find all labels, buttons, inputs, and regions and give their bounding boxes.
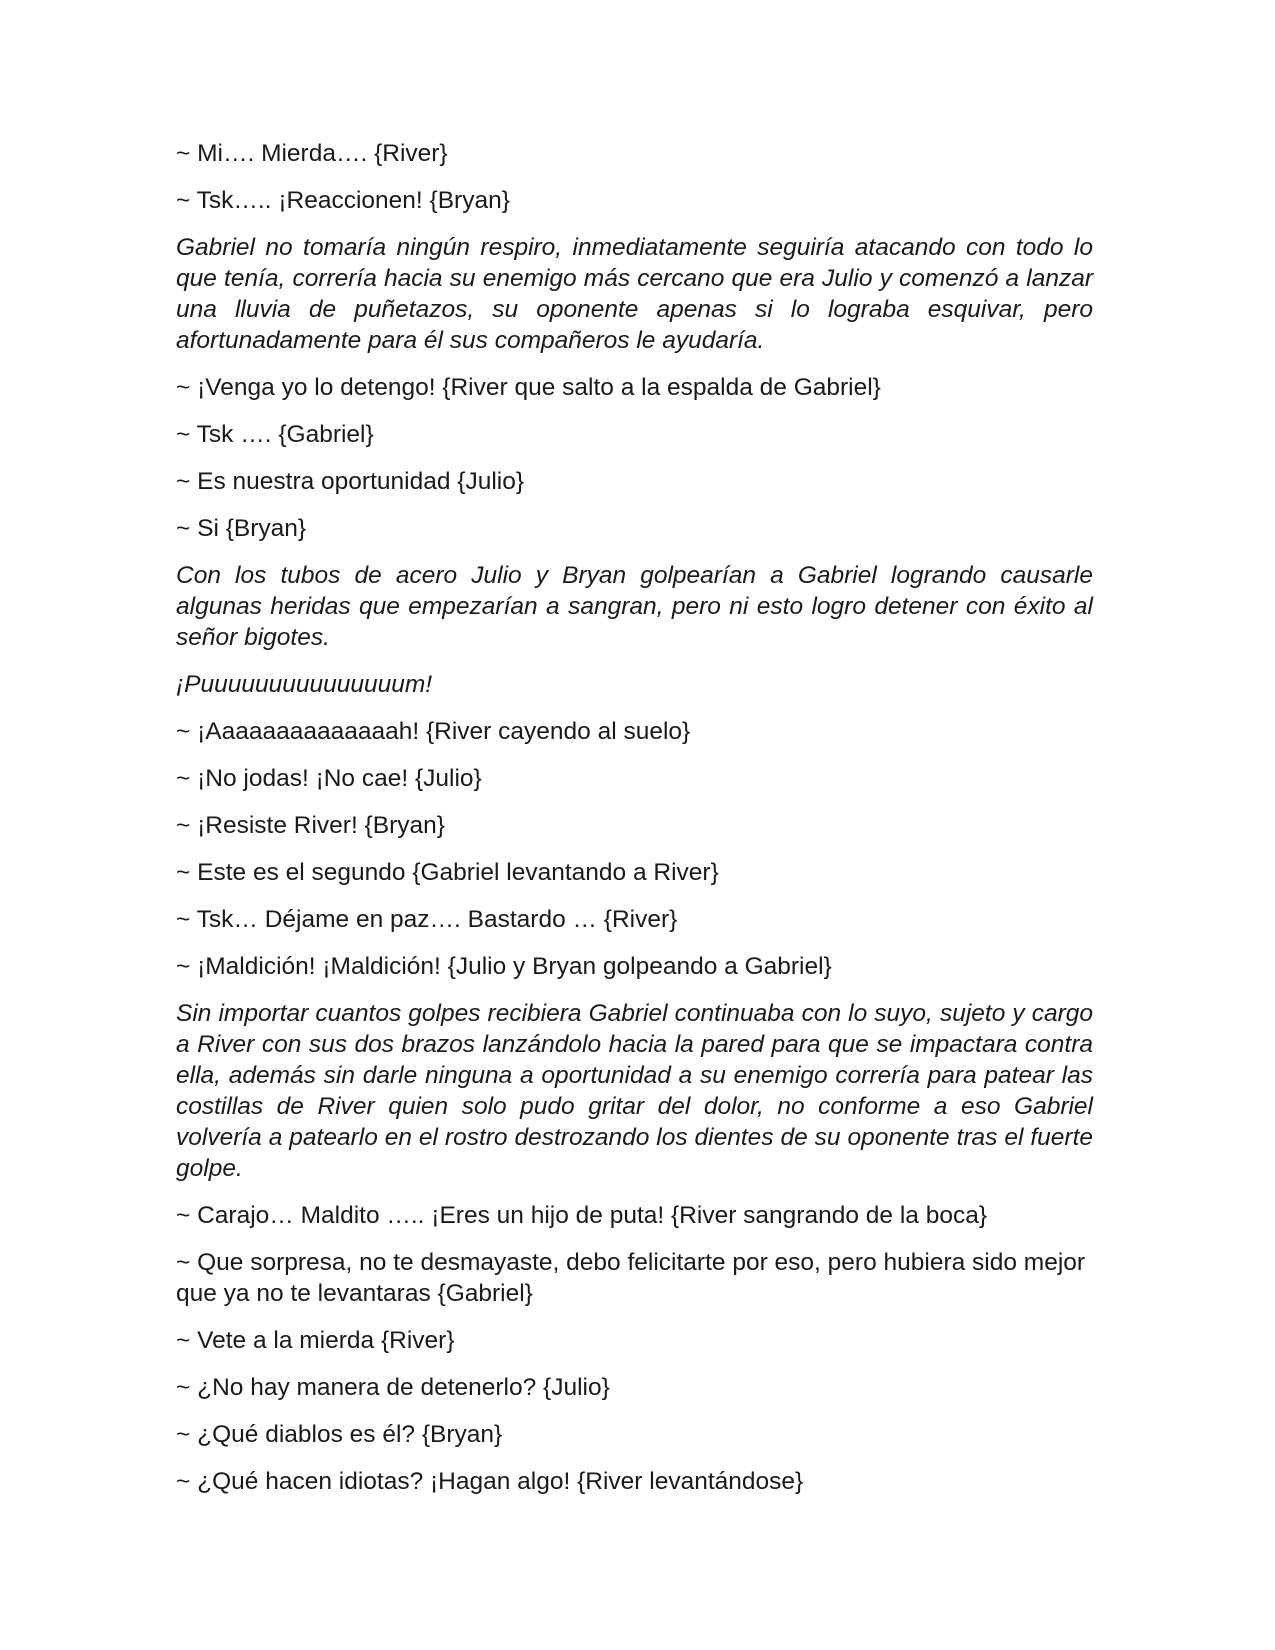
dialogue-line: ~ Tsk….. ¡Reaccionen! {Bryan} xyxy=(176,187,510,214)
dialogue-line: ~ Es nuestra oportunidad {Julio} xyxy=(176,468,525,495)
dialogue-line: ~ ¡No jodas! ¡No cae! {Julio} xyxy=(176,765,482,792)
narration-paragraph: Con los tubos de acero Julio y Bryan golpearían a Gabriel logrando causarle algunas heridas que empezarían a sangran, pero ni esto logro detener con éxito al señor bigotes. xyxy=(176,562,1093,651)
dialogue-line: ~ Que sorpresa, no te desmayaste, debo felicitarte por eso, pero hubiera sido mejor que ya no te levantaras {Gabriel} xyxy=(176,1249,1086,1307)
dialogue-line: ~ Tsk… Déjame en paz…. Bastardo … {River} xyxy=(176,906,678,933)
dialogue-line: ~ ¡Venga yo lo detengo! {River que salto a la espalda de Gabriel} xyxy=(176,374,881,401)
dialogue-line: ~ ¿Qué hacen idiotas? ¡Hagan algo! {River levantándose} xyxy=(176,1468,804,1495)
dialogue-line: ~ ¡Resiste River! {Bryan} xyxy=(176,812,445,839)
narration-paragraph: Sin importar cuantos golpes recibiera Gabriel continuaba con lo suyo, sujeto y cargo a River con sus dos brazos lanzándolo hacia la pared para que se impactara contra ella, además sin darle ninguna a oportunidad a su enemigo correría para patear las costillas de River quien solo pudo gritar del dolor, no conforme a eso Gabriel volvería a patearlo en el rostro destrozando los dientes de su oponente tras el fuerte golpe. xyxy=(176,1000,1093,1182)
dialogue-line: ~ Carajo… Maldito ….. ¡Eres un hijo de puta! {River sangrando de la boca} xyxy=(176,1202,988,1229)
narration-paragraph: Gabriel no tomaría ningún respiro, inmediatamente seguiría atacando con todo lo que tenía, correría hacia su enemigo más cercano que era Julio y comenzó a lanzar una lluvia de puñetazos, su oponente apenas si lo lograba esquivar, pero afortunadamente para él sus compañeros le ayudaría. xyxy=(176,234,1093,354)
sound-effect: ¡Puuuuuuuuuuuuuuum! xyxy=(176,671,433,698)
document-page xyxy=(176,138,1093,1513)
dialogue-line: ~ ¡Aaaaaaaaaaaaaah! {River cayendo al suelo} xyxy=(176,718,691,745)
dialogue-line: ~ Si {Bryan} xyxy=(176,515,307,542)
dialogue-line: ~ Tsk …. {Gabriel} xyxy=(176,421,374,448)
dialogue-line: ~ Vete a la mierda {River} xyxy=(176,1327,455,1354)
dialogue-line: ~ ¿No hay manera de detenerlo? {Julio} xyxy=(176,1374,610,1401)
dialogue-line: ~ ¿Qué diablos es él? {Bryan} xyxy=(176,1421,503,1448)
dialogue-line: ~ Mi…. Mierda…. {River} xyxy=(176,140,448,167)
dialogue-line: ~ ¡Maldición! ¡Maldición! {Julio y Bryan golpeando a Gabriel} xyxy=(176,953,832,980)
dialogue-line: ~ Este es el segundo {Gabriel levantando a River} xyxy=(176,859,719,886)
